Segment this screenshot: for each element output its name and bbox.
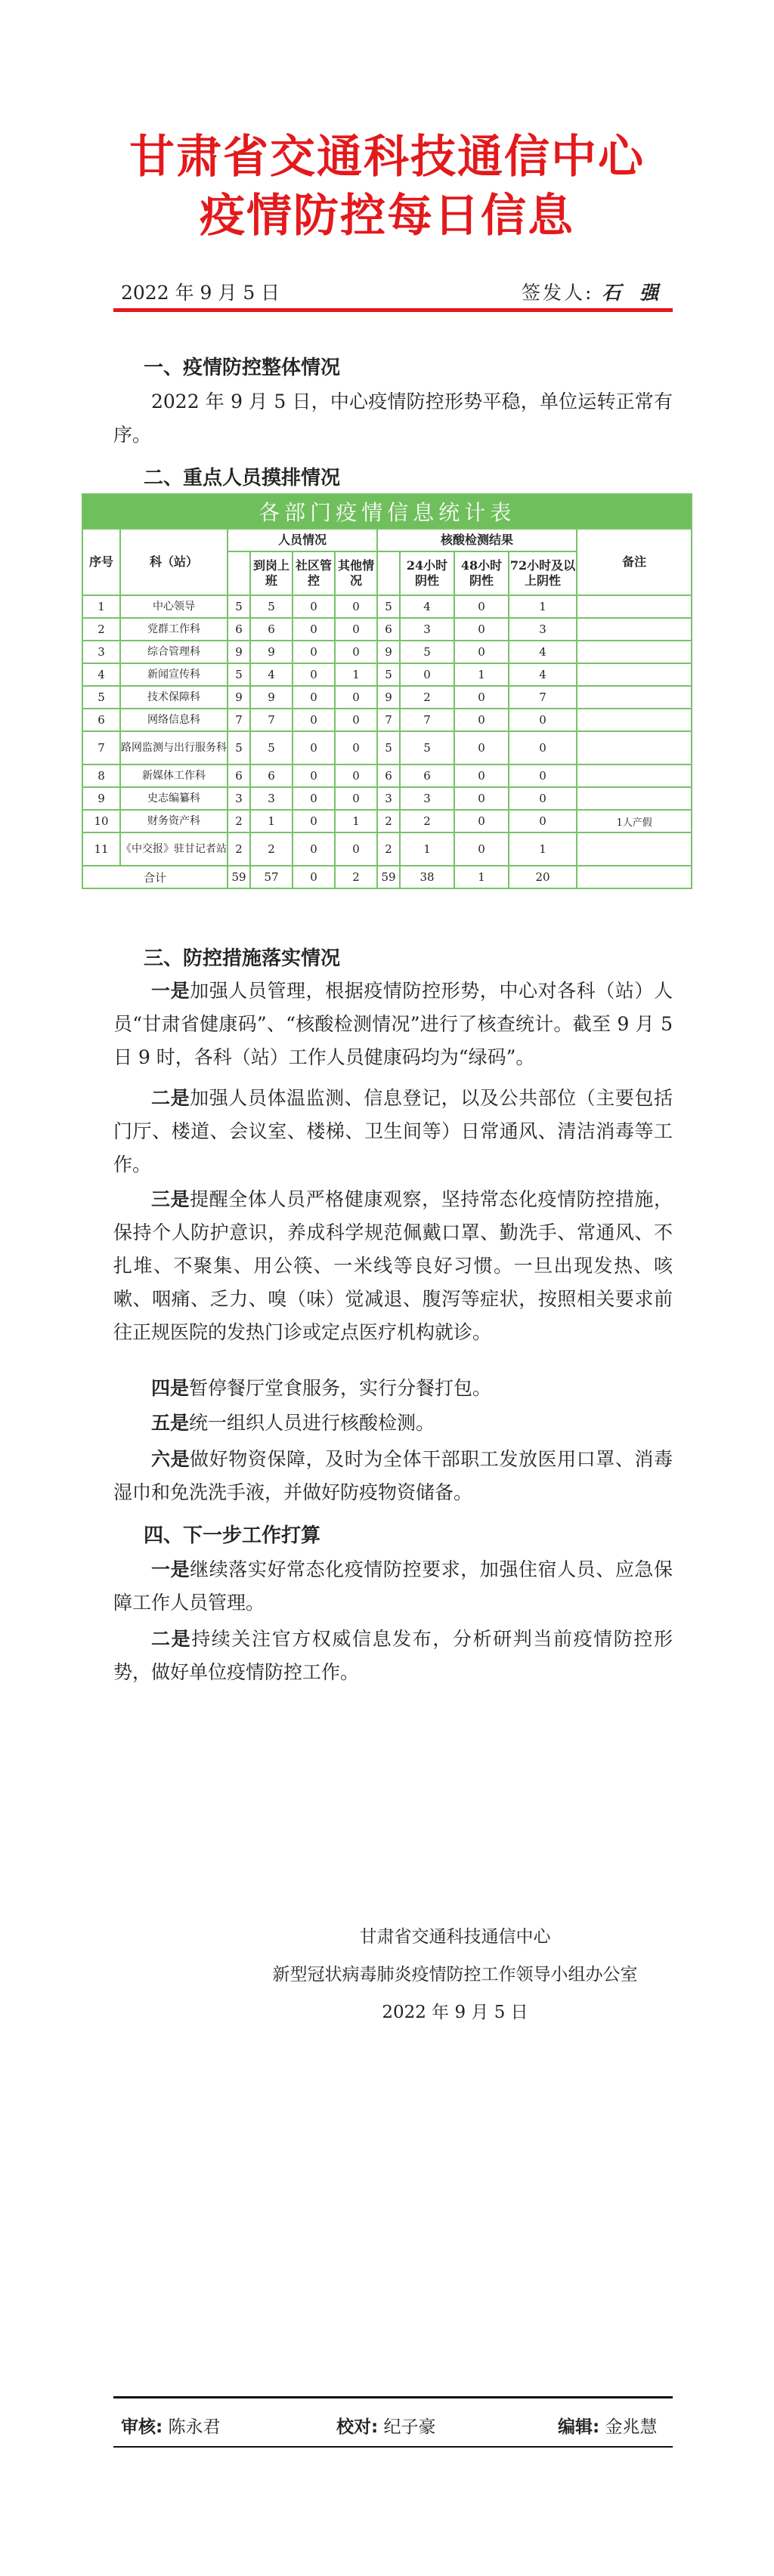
cell-h48: 0	[454, 641, 509, 663]
section1-heading: 一、疫情防控整体情况	[144, 357, 341, 379]
cell-total: 5	[228, 731, 250, 764]
table-row	[82, 595, 692, 618]
section4-p2-text: 持续关注官方权威信息发布，分析研判当前疫情防控形势，做好单位疫情防控工作。	[113, 1628, 673, 1683]
document-title-line2: 疫情防控每日信息	[200, 190, 574, 242]
cell-onduty: 6	[250, 764, 293, 787]
cell-remark	[577, 764, 692, 787]
section3-p5	[113, 1407, 673, 1440]
table-row	[82, 810, 692, 832]
cell-h72: 1	[509, 832, 577, 866]
cell-total: 9	[228, 641, 250, 663]
review-name: 陈永君	[168, 2417, 221, 2437]
signer-label: 签发人:	[522, 282, 594, 304]
table-row	[82, 764, 692, 787]
section3-p6	[113, 1443, 673, 1509]
review-label: 审核:	[121, 2417, 163, 2437]
header-nucleic-group: 核酸检测结果	[377, 529, 577, 551]
cell-h72: 1	[509, 595, 577, 618]
cell-h24: 1	[400, 832, 454, 866]
stats-table-wrapper	[82, 493, 691, 889]
cell-h72: 0	[509, 764, 577, 787]
cell-total: 3	[228, 787, 250, 810]
cell-total: 6	[228, 618, 250, 641]
cell-community: 0	[293, 641, 335, 663]
cell-tested: 3	[377, 787, 400, 810]
cell-remark	[577, 709, 692, 731]
signer-name: 石 强	[602, 282, 665, 304]
cell-other: 0	[335, 618, 377, 641]
section3-p6-text: 做好物资保障，及时为全体干部职工发放医用口罩、消毒湿巾和免洗洗手液，并做好防疫物资储备。	[113, 1448, 673, 1503]
cell-total: 2	[228, 810, 250, 832]
cell-remark	[577, 686, 692, 709]
cell-h48: 0	[454, 787, 509, 810]
stats-table	[82, 493, 692, 889]
section3-p4-lead: 四是	[151, 1377, 190, 1399]
cell-community: 0	[293, 686, 335, 709]
cell-dept: 《中交报》驻甘记者站	[120, 832, 228, 866]
section4-p1	[113, 1553, 673, 1620]
cell-dept: 新媒体工作科	[120, 764, 228, 787]
footer-top-rule	[113, 2396, 673, 2398]
cell-dept: 史志编纂科	[120, 787, 228, 810]
cell-dept: 党群工作科	[120, 618, 228, 641]
cell-other: 0	[335, 709, 377, 731]
cell-h72: 0	[509, 731, 577, 764]
section3-p4-text: 暂停餐厅堂食服务，实行分餐打包。	[189, 1377, 492, 1399]
total-h72: 20	[509, 866, 577, 888]
document-title-line1: 甘肃省交通科技通信中心	[129, 131, 645, 184]
cell-dept: 网络信息科	[120, 709, 228, 731]
cell-seq: 2	[82, 618, 120, 641]
section4-p1-text: 继续落实好常态化疫情防控要求，加强住宿人员、应急保障工作人员管理。	[113, 1558, 673, 1614]
cell-h48: 0	[454, 618, 509, 641]
header-other: 其他情况	[335, 551, 377, 595]
cell-tested: 6	[377, 764, 400, 787]
cell-dept: 财务资产科	[120, 810, 228, 832]
cell-seq: 8	[82, 764, 120, 787]
cell-remark: 1人产假	[577, 810, 692, 832]
cell-other: 1	[335, 663, 377, 686]
table-row	[82, 618, 692, 641]
header-h48: 48小时阴性	[454, 551, 509, 595]
section4-p2	[113, 1623, 673, 1689]
cell-tested: 5	[377, 663, 400, 686]
signer	[522, 278, 664, 305]
cell-tested: 6	[377, 618, 400, 641]
footer-edit	[558, 2413, 658, 2438]
signoff-date: 2022 年 9 月 5 日	[382, 2003, 528, 2022]
cell-onduty: 5	[250, 595, 293, 618]
table-body	[82, 595, 692, 866]
table-row	[82, 641, 692, 663]
cell-other: 0	[335, 731, 377, 764]
cell-other: 0	[335, 764, 377, 787]
cell-total: 6	[228, 764, 250, 787]
cell-h72: 7	[509, 686, 577, 709]
cell-total: 5	[228, 595, 250, 618]
cell-h24: 7	[400, 709, 454, 731]
section3-heading: 三、防控措施落实情况	[144, 947, 341, 970]
cell-h48: 0	[454, 832, 509, 866]
cell-remark	[577, 731, 692, 764]
cell-tested: 5	[377, 595, 400, 618]
cell-community: 0	[293, 663, 335, 686]
cell-remark	[577, 832, 692, 866]
cell-h48: 1	[454, 663, 509, 686]
cell-tested: 2	[377, 832, 400, 866]
cell-remark	[577, 595, 692, 618]
cell-h24: 3	[400, 618, 454, 641]
cell-h24: 2	[400, 686, 454, 709]
section3-p6-lead: 六是	[151, 1448, 190, 1470]
cell-onduty: 5	[250, 731, 293, 764]
cell-h48: 0	[454, 764, 509, 787]
cell-remark	[577, 641, 692, 663]
cell-onduty: 2	[250, 832, 293, 866]
cell-h72: 4	[509, 663, 577, 686]
cell-h48: 0	[454, 731, 509, 764]
proof-label: 校对:	[336, 2417, 379, 2437]
cell-h48: 0	[454, 810, 509, 832]
cell-h24: 0	[400, 663, 454, 686]
total-tested: 59	[377, 866, 400, 888]
cell-h72: 0	[509, 810, 577, 832]
cell-seq: 4	[82, 663, 120, 686]
cell-community: 0	[293, 787, 335, 810]
cell-seq: 6	[82, 709, 120, 731]
section3-p4	[113, 1372, 673, 1405]
section3-p1-text: 加强人员管理，根据疫情防控形势，中心对各科（站）人员“甘肃省健康码”、“核酸检测情况”进行了核查统计。截至 9 月 5 日 9 时，各科（站）工作人员健康码均为“绿码”。	[113, 980, 673, 1068]
section2-heading: 二、重点人员摸排情况	[144, 467, 341, 490]
cell-h24: 6	[400, 764, 454, 787]
table-row	[82, 731, 692, 764]
cell-total: 9	[228, 686, 250, 709]
cell-onduty: 9	[250, 641, 293, 663]
header-tested-blank	[377, 551, 400, 595]
total-remark	[577, 866, 692, 888]
cell-community: 0	[293, 731, 335, 764]
cell-h48: 0	[454, 595, 509, 618]
cell-other: 0	[335, 595, 377, 618]
cell-community: 0	[293, 764, 335, 787]
cell-h48: 0	[454, 709, 509, 731]
signoff-org1: 甘肃省交通科技通信中心	[359, 1927, 551, 1947]
cell-total: 5	[228, 663, 250, 686]
section3-p2-text: 加强人员体温监测、信息登记，以及公共部位（主要包括门厅、楼道、会议室、楼梯、卫生间等）日常通风、清洁消毒等工作。	[113, 1087, 673, 1175]
cell-seq: 1	[82, 595, 120, 618]
total-h48: 1	[454, 866, 509, 888]
total-h24: 38	[400, 866, 454, 888]
table-row	[82, 663, 692, 686]
header-onduty: 到岗上班	[250, 551, 293, 595]
header-remark: 备注	[577, 529, 692, 595]
cell-h24: 5	[400, 731, 454, 764]
cell-h72: 4	[509, 641, 577, 663]
table-row	[82, 709, 692, 731]
cell-seq: 9	[82, 787, 120, 810]
cell-dept: 新闻宣传科	[120, 663, 228, 686]
cell-other: 0	[335, 787, 377, 810]
cell-onduty: 6	[250, 618, 293, 641]
section4-p2-lead: 二是	[151, 1628, 192, 1650]
cell-remark	[577, 787, 692, 810]
cell-tested: 5	[377, 731, 400, 764]
cell-community: 0	[293, 810, 335, 832]
section3-p1-lead: 一是	[151, 980, 190, 1002]
header-community: 社区管控	[293, 551, 335, 595]
cell-dept: 中心领导	[120, 595, 228, 618]
cell-seq: 5	[82, 686, 120, 709]
proof-name: 纪子豪	[383, 2417, 436, 2437]
cell-other: 0	[335, 686, 377, 709]
cell-remark	[577, 618, 692, 641]
cell-onduty: 9	[250, 686, 293, 709]
cell-h24: 2	[400, 810, 454, 832]
cell-dept: 路网监测与出行服务科	[120, 731, 228, 764]
cell-seq: 10	[82, 810, 120, 832]
total-total: 59	[228, 866, 250, 888]
header-red-rule	[113, 308, 673, 312]
cell-remark	[577, 663, 692, 686]
cell-h24: 3	[400, 787, 454, 810]
section3-p2	[113, 1082, 673, 1181]
cell-onduty: 1	[250, 810, 293, 832]
header-dept: 科（站）	[120, 529, 228, 595]
section3-p3-text: 提醒全体人员严格健康观察，坚持常态化疫情防控措施，保持个人防护意识，养成科学规范佩戴口罩、勤洗手、常通风、不扎堆、不聚集、用公筷、一米线等良好习惯。一旦出现发热、咳嗽、咽痛、乏力、嗅（味）觉减退、腹泻等症状，按照相关要求前往正规医院的发热门诊或定点医疗机构就诊。	[113, 1188, 673, 1343]
header-h24: 24小时阴性	[400, 551, 454, 595]
header-total-blank	[228, 551, 250, 595]
cell-dept: 技术保障科	[120, 686, 228, 709]
section1-text: 2022 年 9 月 5 日，中心疫情防控形势平稳，单位运转正常有序。	[113, 391, 673, 446]
section3-p3-lead: 三是	[151, 1188, 190, 1210]
section3-p5-lead: 五是	[151, 1412, 190, 1434]
cell-tested: 7	[377, 709, 400, 731]
cell-seq: 7	[82, 731, 120, 764]
cell-h48: 0	[454, 686, 509, 709]
cell-h72: 0	[509, 709, 577, 731]
edit-name: 金兆慧	[605, 2417, 658, 2437]
cell-h72: 3	[509, 618, 577, 641]
cell-onduty: 3	[250, 787, 293, 810]
total-onduty: 57	[250, 866, 293, 888]
section3-p5-text: 统一组织人员进行核酸检测。	[189, 1412, 435, 1434]
cell-h24: 4	[400, 595, 454, 618]
cell-other: 0	[335, 832, 377, 866]
cell-dept: 综合管理科	[120, 641, 228, 663]
cell-other: 0	[335, 641, 377, 663]
table-row	[82, 832, 692, 866]
total-label: 合计	[82, 866, 228, 888]
section4-p1-lead: 一是	[151, 1558, 190, 1580]
issue-date: 2022 年 9 月 5 日	[121, 282, 280, 304]
cell-tested: 2	[377, 810, 400, 832]
footer-review	[121, 2413, 221, 2438]
section3-p2-lead: 二是	[151, 1087, 190, 1109]
cell-seq: 3	[82, 641, 120, 663]
total-other: 2	[335, 866, 377, 888]
cell-tested: 9	[377, 641, 400, 663]
cell-community: 0	[293, 709, 335, 731]
table-row	[82, 686, 692, 709]
section3-p1	[113, 974, 673, 1074]
cell-seq: 11	[82, 832, 120, 866]
total-community: 0	[293, 866, 335, 888]
footer-proof	[336, 2413, 436, 2438]
cell-h24: 5	[400, 641, 454, 663]
header-personnel-group: 人员情况	[228, 529, 377, 551]
header-h72: 72小时及以上阴性	[509, 551, 577, 595]
cell-community: 0	[293, 618, 335, 641]
footer-bottom-rule	[113, 2446, 673, 2448]
header-seq: 序号	[82, 529, 120, 595]
cell-tested: 9	[377, 686, 400, 709]
cell-onduty: 4	[250, 663, 293, 686]
table-caption: 各部门疫情信息统计表	[82, 494, 692, 529]
signoff-org2: 新型冠状病毒肺炎疫情防控工作领导小组办公室	[272, 1965, 638, 1985]
cell-community: 0	[293, 595, 335, 618]
cell-h72: 0	[509, 787, 577, 810]
cell-total: 2	[228, 832, 250, 866]
edit-label: 编辑:	[558, 2417, 600, 2437]
section4-heading: 四、下一步工作打算	[144, 1524, 321, 1547]
cell-total: 7	[228, 709, 250, 731]
cell-community: 0	[293, 832, 335, 866]
cell-onduty: 7	[250, 709, 293, 731]
table-row	[82, 787, 692, 810]
section3-p3	[113, 1183, 673, 1349]
cell-other: 1	[335, 810, 377, 832]
